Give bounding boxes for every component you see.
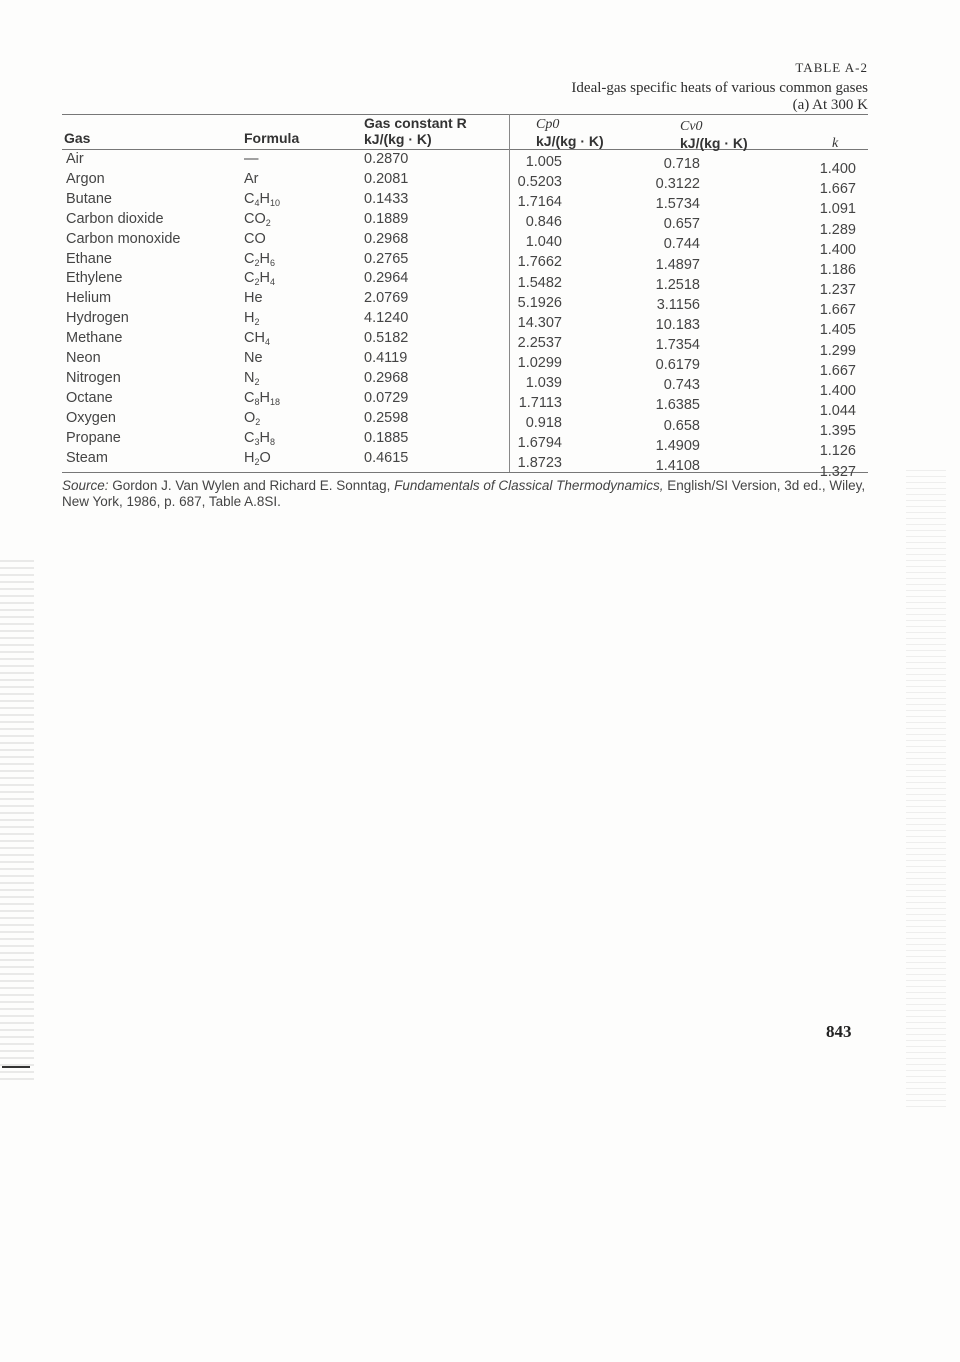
gas-name-cell: Helium bbox=[66, 290, 112, 307]
formula-cell: $C_3H_8$ bbox=[244, 429, 275, 447]
formula-cell: $C_2H_4$ bbox=[244, 270, 275, 288]
table-subtitle: (a) At 300 K bbox=[792, 97, 868, 113]
formula-cell: $H_2O$ bbox=[244, 449, 271, 467]
k-cell: 1.299 bbox=[819, 342, 856, 359]
gas-name-cell: Oxygen bbox=[66, 409, 116, 426]
cp0-cell: 1.8723 bbox=[517, 455, 562, 472]
source-book-title: Fundamentals of Classical Thermodynamics, bbox=[394, 478, 664, 493]
cv0-cell: 0.6179 bbox=[655, 357, 700, 374]
gas-constant-cell: 0.4119 bbox=[364, 350, 408, 366]
cp0-cell: 1.0299 bbox=[517, 354, 562, 371]
cp0-cell: 1.5482 bbox=[517, 274, 562, 291]
cv0-cell: 3.1156 bbox=[656, 296, 700, 313]
gas-constant-cell: 2.0769 bbox=[364, 290, 409, 307]
cp0-cell: 0.5203 bbox=[517, 174, 562, 191]
formula-cell: $C_2H_6$ bbox=[244, 250, 275, 268]
gas-constant-cell: 0.2598 bbox=[364, 409, 409, 426]
k-cell: 1.667 bbox=[819, 302, 856, 319]
k-cell: 1.405 bbox=[819, 322, 856, 339]
gas-name-cell: Butane bbox=[66, 190, 112, 207]
column-header-k bbox=[832, 134, 838, 152]
gas-constant-cell: 0.2870 bbox=[364, 151, 409, 167]
table-number: TABLE A-2 bbox=[795, 60, 868, 75]
gas-name-cell: Propane bbox=[66, 429, 121, 446]
formula-cell: $CO_2$ bbox=[244, 210, 271, 228]
cp0-cell: 14.307 bbox=[517, 314, 562, 331]
cv0-cell: 1.5734 bbox=[655, 196, 700, 213]
cp0-cell: 0.846 bbox=[525, 214, 562, 231]
k-cell: 1.327 bbox=[819, 463, 856, 480]
cv0-cell: 1.2518 bbox=[655, 276, 700, 293]
cp0-cell: 1.039 bbox=[525, 375, 562, 392]
column-header-cp0 bbox=[536, 117, 604, 149]
gas-name-cell: Nitrogen bbox=[66, 369, 121, 386]
k-cell: 1.400 bbox=[819, 382, 856, 399]
cp0-cell: 0.918 bbox=[525, 415, 562, 432]
cp0-symbol: Cp0 bbox=[536, 117, 560, 132]
gas-name-cell: Ethylene bbox=[66, 270, 123, 287]
gas-constant-cell: 0.2968 bbox=[364, 230, 409, 247]
gas-name-cell: Argon bbox=[66, 170, 105, 187]
gas-constant-cell: 0.4615 bbox=[364, 449, 409, 466]
formula-cell: $CH_4$ bbox=[244, 330, 270, 348]
cv0-cell: 0.657 bbox=[663, 216, 700, 233]
cv0-cell: 1.4108 bbox=[655, 457, 700, 474]
cp0-cell: 1.005 bbox=[525, 154, 562, 170]
cp0-cell: 1.7662 bbox=[517, 254, 562, 271]
gas-constant-cell: 0.2081 bbox=[364, 170, 409, 187]
cv0-cell: 0.744 bbox=[663, 236, 700, 253]
cp0-cell: 2.2537 bbox=[517, 334, 562, 351]
k-symbol: k bbox=[832, 136, 839, 151]
gas-constant-cell: 0.5182 bbox=[364, 330, 409, 347]
gas-constant-cell: 0.2968 bbox=[364, 369, 409, 386]
bottom-rule bbox=[62, 472, 868, 473]
gas-constant-cell: 0.2964 bbox=[364, 270, 409, 287]
gas-constant-cell: 0.2765 bbox=[364, 250, 409, 267]
gas-constant-label: Gas constant R bbox=[364, 115, 467, 131]
k-cell: 1.667 bbox=[819, 362, 856, 379]
k-cell: 1.237 bbox=[819, 282, 856, 299]
formula-cell: $N_2$ bbox=[244, 369, 260, 387]
source-edition: English/SI Version, 3d ed., Wiley, bbox=[667, 478, 866, 493]
gas-name-cell: Air bbox=[66, 151, 84, 167]
cp0-unit: kJ/(kg · K) bbox=[536, 133, 604, 149]
gas-constant-unit: kJ/(kg · K) bbox=[364, 131, 432, 147]
k-cell: 1.667 bbox=[819, 181, 856, 198]
k-cell: 1.395 bbox=[819, 423, 856, 440]
k-cell: 1.044 bbox=[819, 403, 856, 420]
source-note bbox=[62, 478, 882, 510]
source-publisher: New York, 1986, p. 687, Table A.8SI. bbox=[62, 494, 281, 509]
source-authors: Gordon J. Van Wylen and Richard E. Sonntag, bbox=[112, 478, 391, 493]
formula-cell: He bbox=[244, 290, 263, 307]
gas-name-cell: Steam bbox=[66, 449, 108, 466]
gas-name-cell: Ethane bbox=[66, 250, 112, 267]
gas-constant-cell: 0.0729 bbox=[364, 389, 409, 406]
formula-cell: Ne bbox=[244, 350, 263, 366]
gas-name-cell: Carbon monoxide bbox=[66, 230, 181, 247]
cv0-cell: 1.4909 bbox=[655, 437, 700, 454]
source-label: Source: bbox=[62, 478, 109, 493]
column-header-gas: Gas bbox=[64, 130, 91, 146]
gas-name-cell: Octane bbox=[66, 389, 113, 406]
cv0-cell: 0.743 bbox=[663, 377, 700, 394]
k-cell: 1.289 bbox=[819, 221, 856, 238]
cv0-cell: 10.183 bbox=[655, 316, 700, 333]
cv0-cell: 0.3122 bbox=[655, 176, 700, 193]
gas-name-cell: Methane bbox=[66, 330, 123, 347]
cp0-cell: 1.6794 bbox=[517, 435, 562, 452]
formula-cell: $C_4H_{10}$ bbox=[244, 190, 280, 208]
cv0-cell: 1.4897 bbox=[655, 256, 700, 273]
scan-noise-right bbox=[906, 470, 946, 1110]
cv0-symbol: Cv0 bbox=[680, 119, 703, 134]
column-header-formula: Formula bbox=[244, 130, 300, 146]
cp0-cell: 1.040 bbox=[525, 234, 562, 251]
cv0-unit: kJ/(kg · K) bbox=[680, 135, 748, 151]
formula-cell: CO bbox=[244, 230, 266, 247]
scan-edge-mark bbox=[2, 1066, 30, 1068]
gas-constant-cell: 4.1240 bbox=[364, 310, 409, 327]
k-cell: 1.186 bbox=[819, 261, 856, 278]
k-cell: 1.400 bbox=[819, 161, 856, 177]
formula-cell: $C_8H_{18}$ bbox=[244, 389, 280, 407]
gas-constant-cell: 0.1433 bbox=[364, 190, 409, 207]
gas-name-cell: Hydrogen bbox=[66, 310, 129, 327]
scan-noise-left bbox=[0, 560, 34, 1080]
cv0-cell: 1.7354 bbox=[655, 337, 700, 354]
cv0-cell: 0.658 bbox=[663, 417, 700, 434]
cv0-cell: 1.6385 bbox=[655, 397, 700, 414]
formula-cell: $O_2$ bbox=[244, 409, 261, 427]
cv0-cell: 0.718 bbox=[663, 156, 700, 172]
table-title: Ideal-gas specific heats of various common gases bbox=[571, 80, 868, 96]
gas-constant-cell: 0.1885 bbox=[364, 429, 409, 446]
gas-name-cell: Neon bbox=[66, 350, 101, 366]
column-header-gas-constant bbox=[364, 115, 467, 147]
k-cell: 1.091 bbox=[819, 201, 856, 218]
formula-cell: $H_2$ bbox=[244, 310, 260, 328]
gas-name-cell: Carbon dioxide bbox=[66, 210, 164, 227]
k-cell: 1.400 bbox=[819, 241, 856, 258]
k-cell: 1.126 bbox=[819, 443, 856, 460]
cp0-cell: 1.7113 bbox=[518, 395, 562, 412]
cp0-cell: 1.7164 bbox=[517, 194, 562, 211]
formula-cell: — bbox=[244, 151, 259, 167]
gas-constant-cell: 0.1889 bbox=[364, 210, 409, 227]
cp0-cell: 5.1926 bbox=[517, 294, 562, 311]
column-header-cv0 bbox=[680, 119, 748, 151]
formula-cell: Ar bbox=[244, 170, 259, 187]
page-number: 843 bbox=[826, 1022, 852, 1041]
